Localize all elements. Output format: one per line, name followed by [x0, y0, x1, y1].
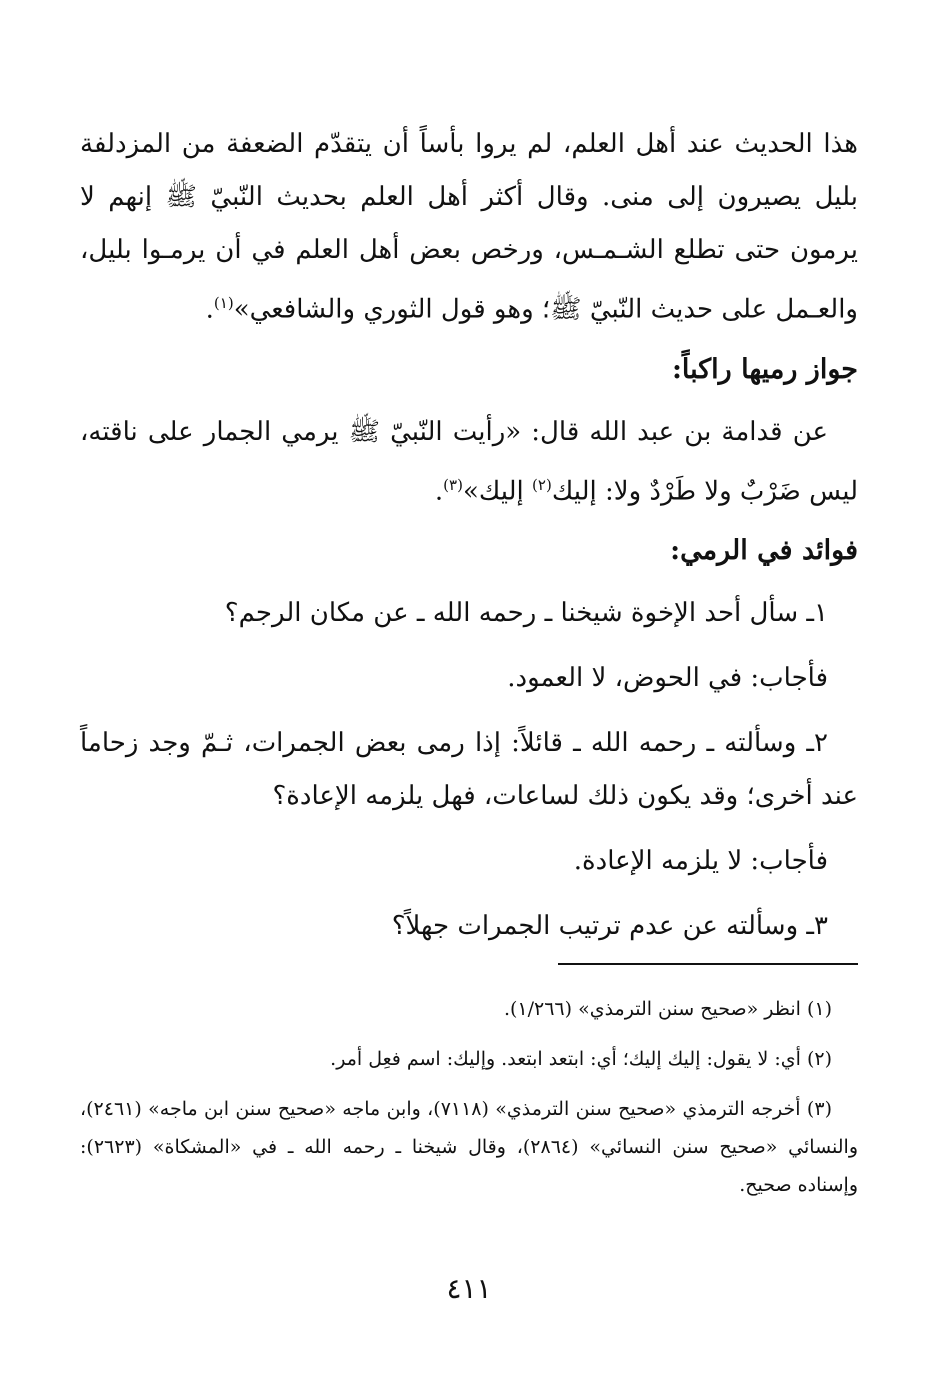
footnote-2: (٢) أي: لا يقول: إليك إليك؛ أي: ابتعد ابتعد. وإليك: اسم فعِل أمر. [330, 1048, 832, 1070]
paragraph-2-end: . [434, 476, 444, 507]
footnotes [80, 990, 858, 1216]
footnote-ref-2: (٢) [532, 475, 552, 494]
paragraph-2-text-b: إليك» [462, 476, 533, 507]
answer-2: فأجاب: لا يلزمه الإعادة. [573, 846, 828, 877]
footnote-ref-1: (١) [213, 294, 234, 312]
paragraph-2-text-a: عن قدامة بن عبد الله قال: «رأيت النّبيّ ﷺ يرمي الجمار على ناقته، ليس ضَرْبٌ ولا طَرْدٌ ولا: إليك [80, 416, 858, 507]
footnote-1: (١) انظر «صحيح سنن الترمذي» (١/٢٦٦). [503, 998, 832, 1020]
heading-benefits: فوائد في الرمي: [670, 535, 858, 567]
paragraph-1-text: هذا الحديث عند أهل العلم، لم يروا بأساً أن يتقدّم الضعفة من المزدلفة بليل يصيرون إلى منى. وقال أكثر أهل العلم بحديث النّبيّ ﷺ إنهم لا يرمون حتى تطلع الشـمـس، ورخص بعض أهل العلم في أن يرمـوا بليل، والعـمل على حديث النّبيّ ﷺ؛ وهو قول الثوري والشافعي» [80, 129, 858, 325]
page-body [80, 118, 858, 953]
paragraph-1-end: . [205, 294, 214, 325]
heading-riding: جواز رميها راكباً: [671, 353, 858, 385]
footnote-3: (٣) أخرجه الترمذي «صحيح سنن الترمذي» (٧١١٨)، وابن ماجه «صحيح سنن ابن ماجه» (٢٤٦١)، والنسائي «صحيح سنن النسائي» (٢٨٦٤)، وقال شيخنا ـ رحمه الله ـ في «المشكاة» (٢٦٢٣): وإسناده صحيح. [80, 1098, 859, 1196]
footnote-ref-3: (٣) [443, 475, 463, 494]
paragraph-1 [80, 118, 858, 337]
question-1: ١ـ سأل أحد الإخوة شيخنا ـ رحمه الله ـ عن مكان الرجم؟ [224, 598, 828, 629]
question-2: ٢ـ وسألته ـ رحمه الله ـ قائلاً: إذا رمى بعض الجمرات، ثـمّ وجد زحاماً عند أخرى؛ وقد يكون ذلك لساعات، فهل يلزمه الإعادة؟ [80, 728, 858, 812]
page-number: ٤١١ [446, 1272, 492, 1305]
footnote-separator [558, 963, 858, 965]
paragraph-2 [80, 406, 858, 519]
question-3: ٣ـ وسألته عن عدم ترتيب الجمرات جهلاً؟ [391, 911, 828, 942]
answer-1: فأجاب: في الحوض، لا العمود. [507, 663, 828, 694]
